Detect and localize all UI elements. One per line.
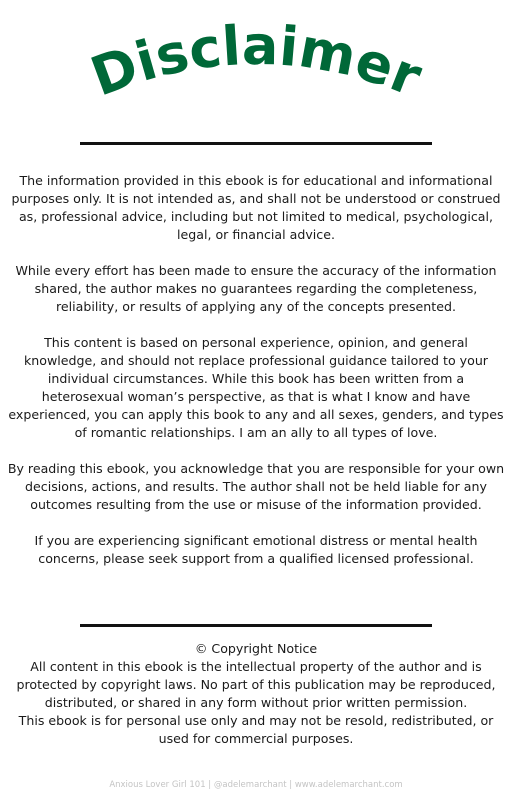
top-divider [80, 142, 432, 145]
paragraph-educational-purpose: The information provided in this ebook is for educational and informational purposes only. It is not intended as, and shall not be understood or construed as, professional advice, including but not limited to medical, psychological, legal, or financial advice. [11, 173, 501, 242]
title-arc-graphic [0, 14, 512, 124]
copyright-heading: © Copyright Notice [194, 641, 318, 656]
copyright-usage: This ebook is for personal use only and may not be resold, redistributed, or used for commercial purposes. [18, 713, 494, 746]
copyright-section [6, 640, 506, 748]
paragraph-accuracy: While every effort has been made to ensure the accuracy of the information shared, the author makes no guarantees regarding the completeness, reliability, or results of applying any of the concepts presented. [15, 263, 497, 314]
paragraph-personal-experience: This content is based on personal experience, opinion, and general knowledge, and should not replace professional guidance tailored to your individual circumstances. While this book has been written from a heterosexual woman’s perspective, as that is what I know and have experienced, you can apply this book to any and all sexes, genders, and types of romantic relationships. I am an ally to all types of love. [8, 335, 504, 440]
paragraph-support: If you are experiencing significant emotional distress or mental health concerns, please seek support from a qualified licensed professional. [34, 533, 478, 566]
disclaimer-body [6, 172, 506, 586]
copyright-text: All content in this ebook is the intellectual property of the author and is protected by copyright laws. No part of this publication may be reproduced, distributed, or shared in any form without prior written permission. [16, 659, 496, 710]
footer-credits: Anxious Lover Girl 101 | @adelemarchant | www.adelemarchant.com [109, 780, 403, 790]
paragraph-responsibility: By reading this ebook, you acknowledge that you are responsible for your own decisions, actions, and results. The author shall not be held liable for any outcomes resulting from the use or misuse of the information provided. [7, 461, 505, 512]
title-text: Disclaimer [82, 14, 430, 109]
page-title [0, 14, 512, 124]
bottom-divider [80, 624, 432, 627]
